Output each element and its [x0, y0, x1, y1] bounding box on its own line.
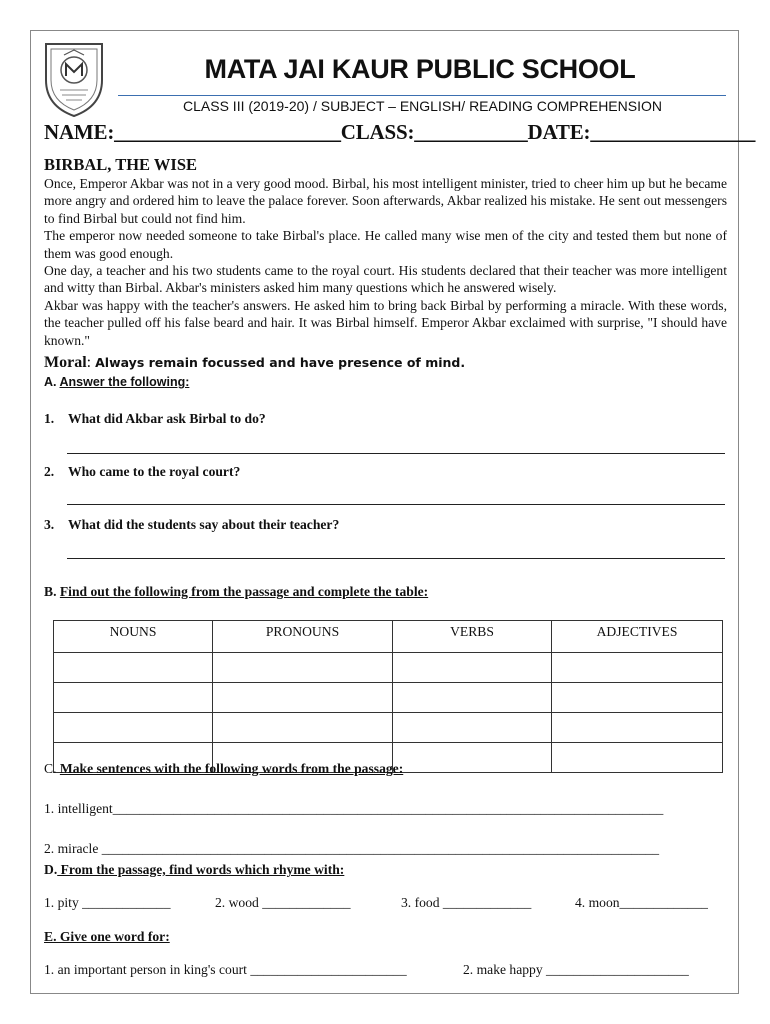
answer-line[interactable] [67, 453, 725, 454]
table-cell[interactable] [54, 653, 213, 683]
rhyme-item[interactable]: 3. food _____________ [401, 895, 532, 910]
story-paragraph: Once, Emperor Akbar was not in a very good mood. Birbal, his most intelligent minister, tried to cheer him up but he became more angry and ordered him to leave the palace forever. Soon afterwards, Akbar realized his mistake. He sent out messengers to find Birbal but could not find him. [44, 176, 727, 226]
table-row [54, 713, 723, 743]
section-letter: B. [44, 584, 57, 599]
question-text: What did Akbar ask Birbal to do? [68, 411, 266, 426]
section-d-heading [44, 862, 344, 878]
sentence-item[interactable]: 1. intelligent_________________________________________________________________________________ [44, 801, 664, 816]
table-cell[interactable] [552, 683, 723, 713]
question-number: 2. [44, 464, 55, 479]
table-header-row [54, 621, 723, 653]
rhyme-item[interactable]: 1. pity _____________ [44, 895, 171, 910]
sentence-item[interactable]: 2. miracle __________________________________________________________________________________ [44, 841, 660, 856]
moral-separator: : [86, 354, 96, 371]
section-a-heading [44, 375, 189, 389]
rhyme-item[interactable]: 2. wood _____________ [215, 895, 351, 910]
question-number: 1. [44, 411, 55, 426]
table-row [54, 683, 723, 713]
section-title: Answer the following: [59, 375, 190, 389]
rhyme-item[interactable]: 4. moon_____________ [575, 895, 708, 910]
column-header: PRONOUNS [213, 621, 393, 653]
column-header: ADJECTIVES [552, 621, 723, 653]
title-divider [118, 95, 726, 96]
table-cell[interactable] [552, 653, 723, 683]
column-header: VERBS [393, 621, 552, 653]
table-cell[interactable] [552, 743, 723, 773]
section-title: From the passage, find words which rhyme with: [57, 862, 345, 877]
one-word-item[interactable]: 2. make happy _____________________ [463, 962, 689, 977]
story-passage [44, 175, 727, 349]
moral-line [44, 354, 465, 372]
moral-label: Moral [44, 354, 87, 371]
table-cell[interactable] [393, 653, 552, 683]
table-cell[interactable] [54, 713, 213, 743]
section-title: Find out the following from the passage and complete the table: [59, 584, 429, 599]
table-cell[interactable] [213, 713, 393, 743]
section-c-heading [44, 761, 403, 777]
table-cell[interactable] [552, 713, 723, 743]
column-header: NOUNS [54, 621, 213, 653]
name-class-date-line: NAME:______________________CLASS:___________DATE:________________ [44, 120, 756, 144]
question-2 [44, 464, 240, 480]
question-1 [44, 411, 266, 427]
question-text: What did the students say about their teacher? [68, 517, 340, 532]
section-letter: D. [44, 862, 58, 877]
table-cell[interactable] [213, 653, 393, 683]
answer-line[interactable] [67, 504, 725, 505]
question-number: 3. [44, 517, 55, 532]
story-paragraph: The emperor now needed someone to take Birbal's place. He called many wise men of the city and tested them but none of them was good enough. [44, 228, 727, 261]
section-letter: C [44, 761, 54, 776]
answer-line[interactable] [67, 558, 725, 559]
moral-text: Always remain focussed and have presence of mind. [95, 355, 466, 370]
table-cell[interactable] [54, 683, 213, 713]
table-cell[interactable] [393, 713, 552, 743]
section-title: Make sentences with the following words from the passage: [59, 761, 404, 776]
story-paragraph: Akbar was happy with the teacher's answers. He asked him to bring back Birbal by performing a miracle. With these words, the teacher pulled off his false beard and hair. It was Birbal himself. Emperor Akbar exclaimed with surprise, "I should have known." [44, 297, 727, 348]
table-row [54, 653, 723, 683]
school-name: MATA JAI KAUR PUBLIC SCHOOL [204, 54, 636, 84]
question-3 [44, 517, 339, 533]
story-title: BIRBAL, THE WISE [44, 155, 197, 174]
section-letter: A. [44, 375, 57, 389]
table-cell[interactable] [213, 683, 393, 713]
worksheet-subtitle: CLASS III (2019-20) / SUBJECT – ENGLISH/ READING COMPREHENSION [183, 98, 662, 114]
story-paragraph: One day, a teacher and his two students came to the royal court. His students declared that their teacher was more intelligent and witty than Birbal. Akbar's ministers asked him many questions which he answered wisely. [44, 263, 727, 296]
table-cell[interactable] [393, 743, 552, 773]
one-word-item[interactable]: 1. an important person in king's court _______________________ [44, 962, 407, 977]
question-text: Who came to the royal court? [68, 464, 241, 479]
section-e-heading: E. Give one word for: [44, 929, 170, 944]
section-b-heading [44, 584, 428, 600]
table-cell[interactable] [393, 683, 552, 713]
parts-of-speech-table [53, 620, 723, 773]
section-separator: . [53, 761, 60, 776]
school-crest-icon [42, 40, 106, 118]
